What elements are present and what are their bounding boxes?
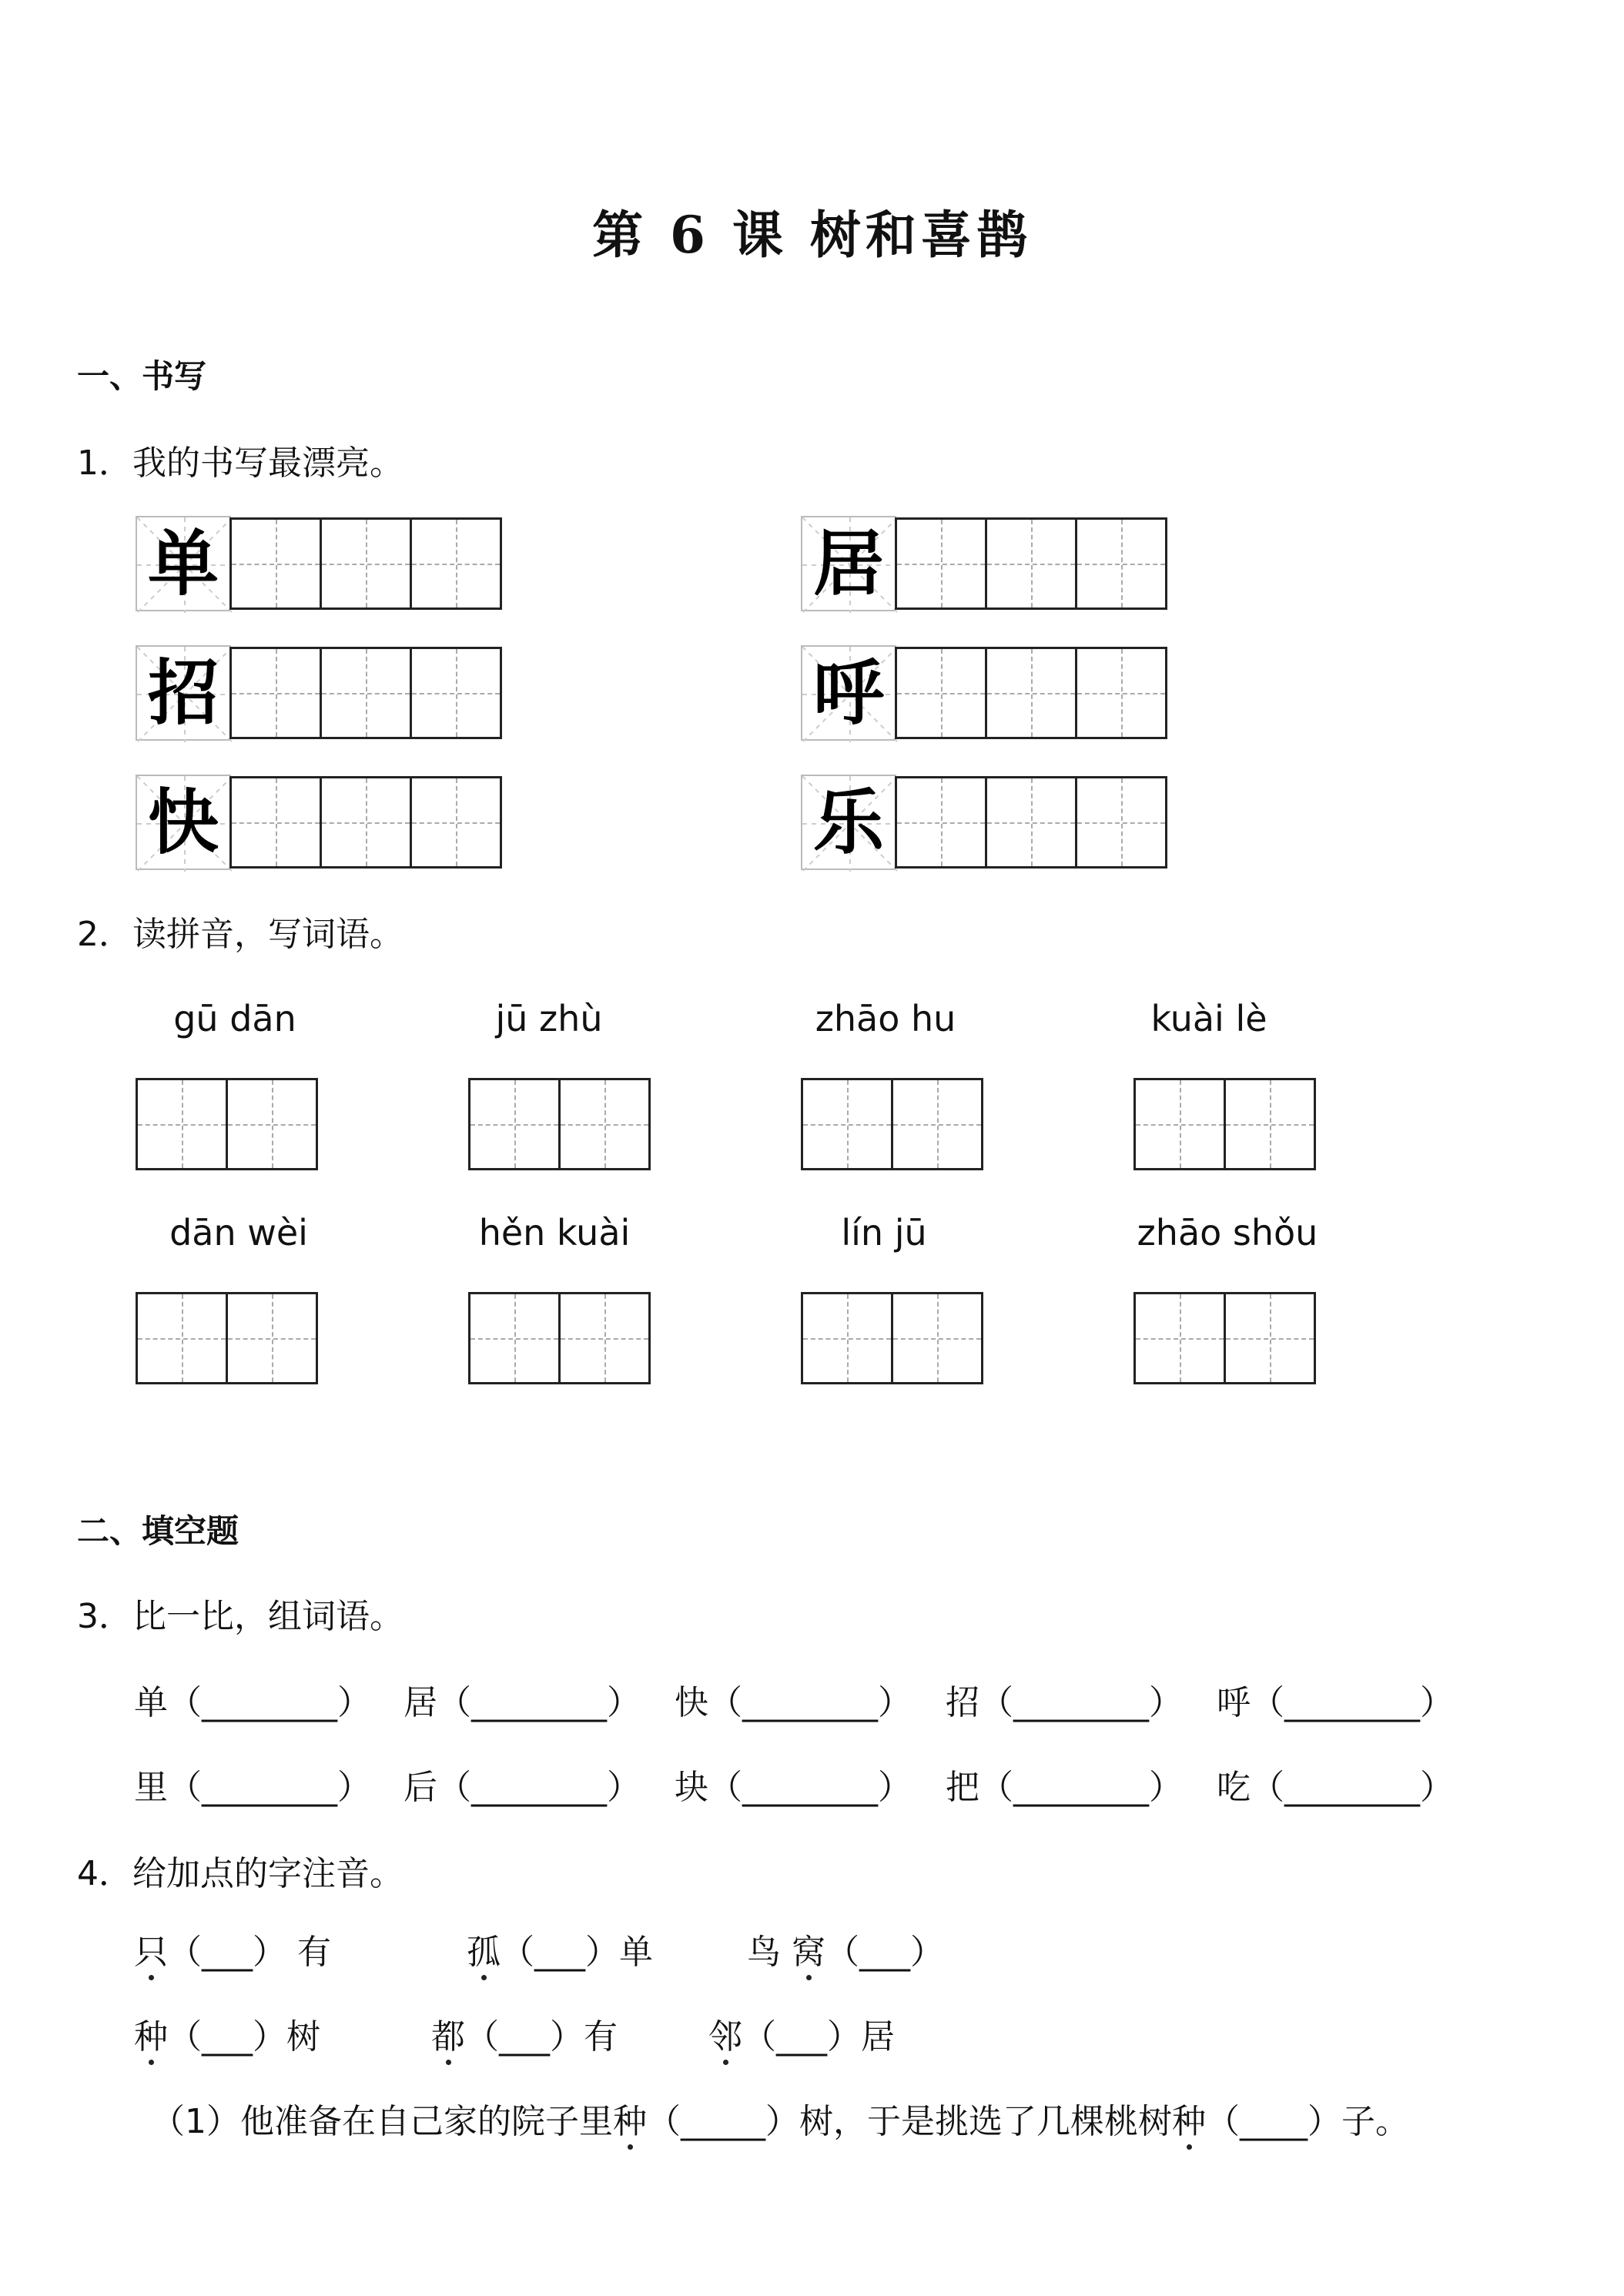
sentence-item[interactable] [151,2102,1409,2141]
dotted-char: 都 [431,2017,465,2057]
dotted-char: 种 [134,2017,168,2057]
writing-cell[interactable] [320,776,412,869]
pinyin-label: lín jū [841,1212,927,1253]
word-blank[interactable]: 后（________） [403,1768,641,1807]
model-char: 呼 [812,651,884,735]
item-text: （___） [825,1933,944,1972]
writing-cell[interactable] [226,1078,318,1170]
word-grid [1133,1292,1314,1384]
section-heading-writing: 一、书写 [77,357,207,395]
writing-row-2-right [801,647,1165,741]
pinyin-label: dān wèi [169,1212,308,1253]
dotted-char: 种 [613,2102,647,2141]
writing-cell[interactable] [229,776,322,869]
word-grid [468,1078,648,1170]
writing-row-3-left [136,776,500,870]
model-char: 乐 [812,781,884,864]
writing-cell[interactable] [410,776,502,869]
model-char: 居 [812,522,884,605]
writing-cell[interactable] [895,776,987,869]
word-grid [801,1078,981,1170]
writing-row-1-right [801,517,1165,611]
question-3-label: 3．比一比，组词语。 [77,1597,403,1636]
pinyin-label: hěn kuài [478,1212,631,1253]
writing-cell[interactable] [895,517,987,610]
pinyin-label: zhāo shǒu [1137,1212,1318,1253]
word-blank[interactable]: 吃（________） [1217,1768,1454,1807]
word-grid [136,1078,316,1170]
writing-cell[interactable] [1075,517,1167,610]
writing-cell[interactable] [320,647,412,739]
word-grid [136,1292,316,1384]
writing-cell[interactable] [1075,647,1167,739]
dotted-char: 孤 [467,1933,501,1972]
sentence-text: （1）他准备在自己家的院子里 [151,2102,613,2141]
dotted-char: 窝 [792,1933,825,1972]
word-grid [1133,1078,1314,1170]
writing-cell[interactable] [1224,1292,1316,1384]
model-char-box [136,645,231,741]
page-title: 第 6 课 树和喜鹊 [592,205,1032,265]
writing-cell[interactable] [891,1292,983,1384]
writing-cell[interactable] [895,647,987,739]
item-text: （___）单 [501,1933,653,1972]
writing-cell[interactable] [985,776,1077,869]
writing-cell[interactable] [1133,1078,1226,1170]
section-heading-fill-blanks: 二、填空题 [77,1512,239,1550]
item-text: （___） 有 [168,1933,331,1972]
writing-row-2-left [136,647,500,741]
pinyin-blank-item[interactable] [134,2017,320,2057]
model-char-box [801,516,896,611]
pinyin-label: gū dān [173,998,296,1039]
word-grid [468,1292,648,1384]
model-char-box [801,775,896,870]
writing-cell[interactable] [801,1078,893,1170]
writing-cell[interactable] [468,1292,561,1384]
model-char-box [801,645,896,741]
item-text: （___）有 [465,2017,618,2057]
writing-cell[interactable] [985,647,1077,739]
model-char: 单 [147,522,219,605]
writing-cell[interactable] [558,1078,651,1170]
question-2-label: 2．读拼音，写词语。 [77,915,403,954]
word-blank[interactable]: 块（________） [675,1768,912,1807]
writing-cell[interactable] [1075,776,1167,869]
writing-row-1-left [136,517,500,611]
sentence-text: （_____）树，于是挑选了几棵桃树 [647,2102,1172,2141]
pinyin-label: jū zhù [495,998,603,1039]
writing-cell[interactable] [320,517,412,610]
pinyin-blank-item[interactable] [431,2017,618,2057]
word-blank[interactable]: 呼（________） [1217,1683,1454,1722]
model-char: 快 [147,781,219,864]
item-text: （___）树 [168,2017,320,2057]
writing-cell[interactable] [136,1078,228,1170]
dotted-char: 种 [1172,2102,1206,2141]
writing-cell[interactable] [410,647,502,739]
model-char: 招 [147,651,219,735]
dotted-char: 只 [134,1933,168,1972]
item-text: 鸟 [747,1933,792,1972]
pinyin-blank-item[interactable] [708,2017,895,2057]
pinyin-label: kuài lè [1150,998,1267,1039]
pinyin-label: zhāo hu [815,998,956,1039]
writing-cell[interactable] [558,1292,651,1384]
word-blank[interactable]: 招（________） [946,1683,1183,1722]
sentence-text: （____）子。 [1206,2102,1409,2141]
model-char-box [136,775,231,870]
writing-cell[interactable] [136,1292,228,1384]
writing-cell[interactable] [410,517,502,610]
writing-cell[interactable] [1224,1078,1316,1170]
pinyin-blank-item[interactable] [467,1933,653,1972]
pinyin-blank-item[interactable] [747,1933,944,1972]
word-blank[interactable]: 把（________） [946,1768,1183,1807]
word-blank[interactable]: 里（________） [134,1768,371,1807]
question-4-label: 4．给加点的字注音。 [77,1854,403,1893]
word-blank[interactable]: 居（________） [403,1683,641,1722]
dotted-char: 邻 [708,2017,742,2057]
writing-cell[interactable] [229,647,322,739]
pinyin-blank-item[interactable] [134,1933,331,1972]
question-1-label: 1．我的书写最漂亮。 [77,443,403,483]
writing-cell[interactable] [468,1078,561,1170]
word-blank[interactable]: 快（________） [675,1683,912,1722]
writing-cell[interactable] [1133,1292,1226,1384]
model-char-box [136,516,231,611]
word-grid [801,1292,981,1384]
writing-cell[interactable] [229,517,322,610]
writing-cell[interactable] [891,1078,983,1170]
writing-cell[interactable] [226,1292,318,1384]
writing-cell[interactable] [985,517,1077,610]
writing-row-3-right [801,776,1165,870]
writing-cell[interactable] [801,1292,893,1384]
word-blank[interactable]: 单（________） [134,1683,371,1722]
item-text: （___）居 [742,2017,895,2057]
